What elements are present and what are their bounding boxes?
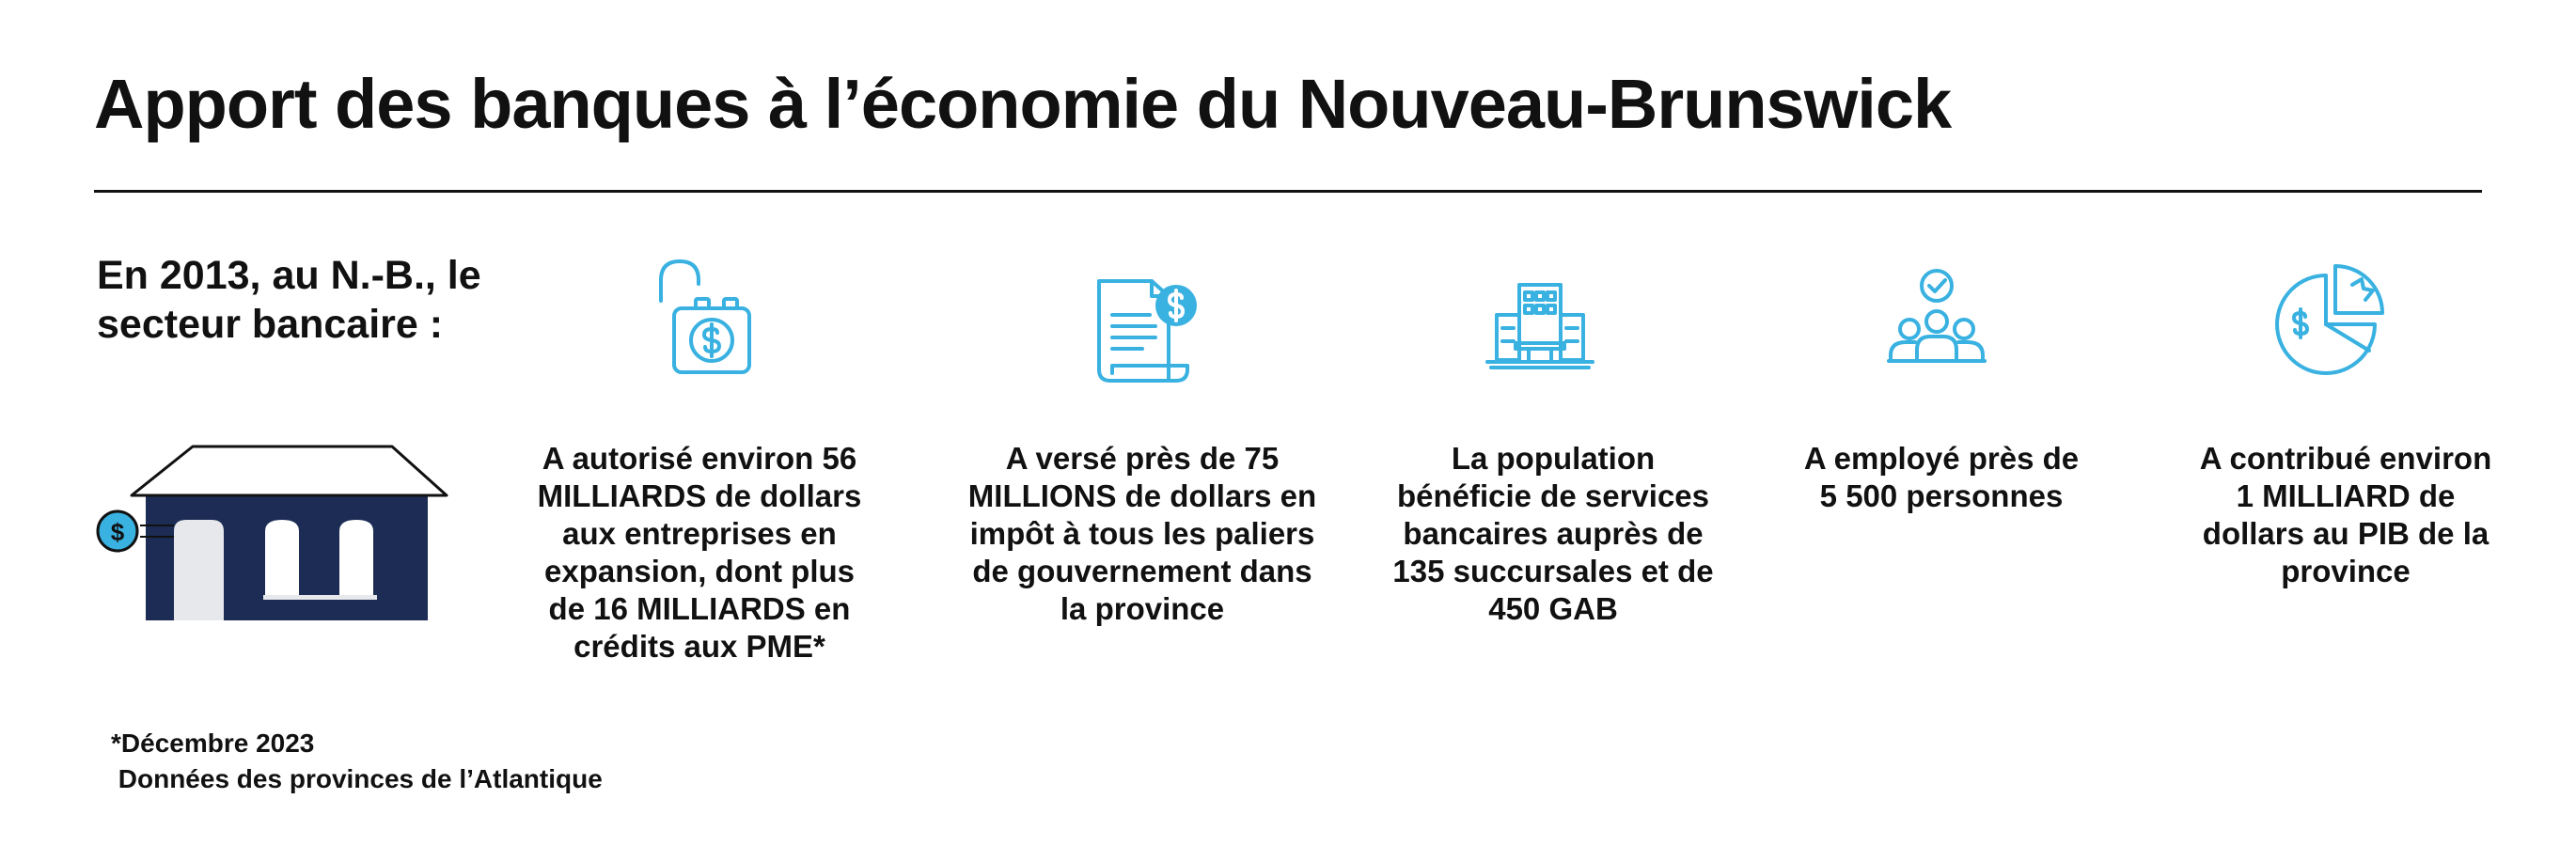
bank-house-dollar-icon bbox=[89, 437, 456, 620]
stat-employees: A employé près de 5 500 personnes bbox=[1803, 441, 2080, 513]
employees-group-icon bbox=[1876, 254, 1998, 376]
title-divider bbox=[94, 190, 2482, 193]
stat-branches-atms: La population bénéficie de services bancaires auprès de 135 succursales et de 450 GAB bbox=[1392, 441, 1714, 626]
stat-business-credit: A autorisé environ 56 MILLIARDS de dollars aux entreprises en expansion, dont plus de 16 MILLIARDS en crédits aux PME* bbox=[537, 441, 862, 664]
bank-branch-building-icon bbox=[1478, 268, 1600, 390]
footnote: *Décembre 2023 Données des provinces de l’Atlantique bbox=[111, 728, 603, 793]
unlocked-padlock-dollar-icon bbox=[642, 254, 764, 376]
intro-heading: En 2013, au N.-B., le secteur bancaire : bbox=[97, 253, 481, 347]
tax-document-dollar-icon bbox=[1086, 268, 1208, 390]
pie-chart-dollar-icon bbox=[2268, 258, 2390, 381]
stat-taxes-paid: A versé près de 75 MILLIONS de dollars en impôt à tous les paliers de gouvernement dans la province bbox=[967, 441, 1317, 626]
house-sign-text: $ bbox=[110, 518, 125, 546]
page-title: Apport des banques à l’économie du Nouveau-Brunswick bbox=[94, 65, 1952, 143]
stat-gdp-contribution: A contribué environ 1 MILLIARD de dollars au PIB de la province bbox=[2199, 441, 2492, 588]
